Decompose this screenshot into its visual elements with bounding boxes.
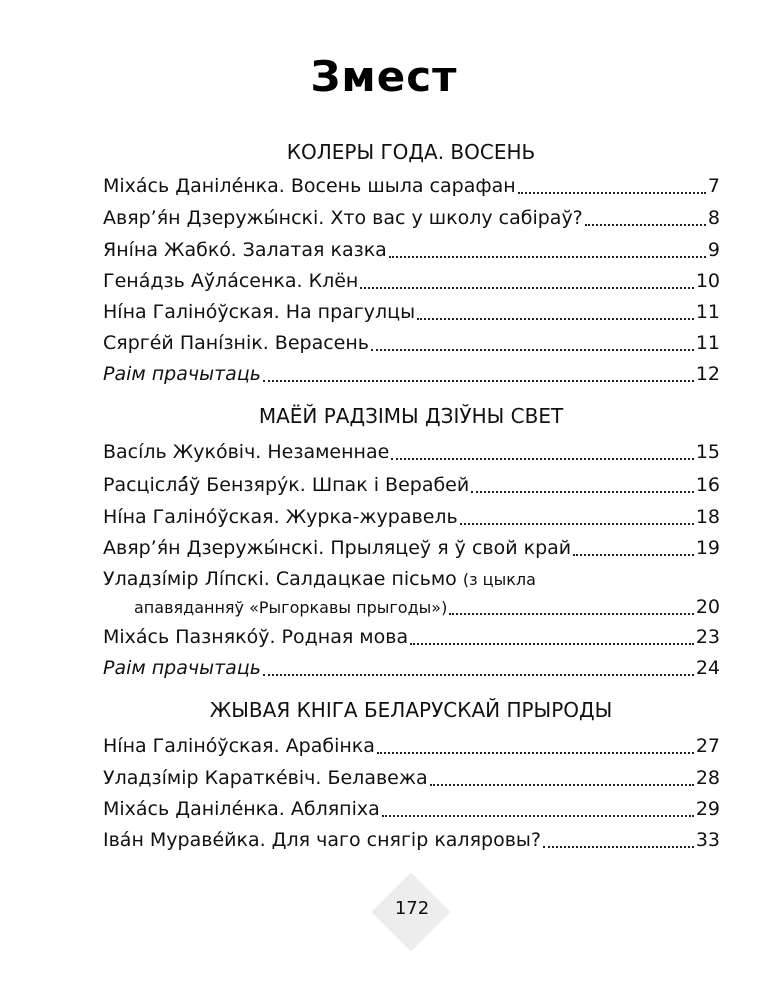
entry-page: 11	[695, 332, 720, 354]
dot-leader	[391, 458, 694, 460]
entry-title: Яні́на Жабкó. Залатая казка	[103, 239, 387, 261]
entry-title: Міха́сь Пазнякóў. Родная мова	[103, 626, 409, 648]
entry-page: 18	[695, 506, 720, 528]
section-heading: МАЁЙ РАДЗІМЫ ДЗІЎНЫ СВЕТ	[258, 404, 564, 428]
dot-leader	[263, 380, 694, 382]
toc-entry[interactable]	[103, 297, 720, 327]
entry-title-continued: апавяданняў «Рыгоркавы прыгоды»)	[134, 598, 448, 617]
toc-entry[interactable]	[103, 502, 720, 532]
toc-entry[interactable]	[103, 622, 720, 652]
entry-title: Уладзі́мір Караткéвіч. Белавежа	[103, 767, 428, 789]
entry-page: 10	[695, 270, 720, 292]
page-number: 172	[394, 898, 430, 919]
dot-leader	[389, 256, 706, 258]
entry-page: 8	[707, 207, 720, 229]
toc-entry[interactable]	[103, 564, 720, 594]
toc-entry[interactable]	[103, 653, 720, 683]
dot-leader	[518, 192, 706, 194]
toc-entry[interactable]	[103, 533, 720, 563]
dot-leader	[371, 349, 694, 351]
dot-leader	[377, 752, 694, 754]
entry-title: Авяр’я́н Дзеружы́нскі. Прыляцеў я ў свой край	[103, 537, 572, 559]
toc-entry[interactable]	[103, 825, 720, 855]
page-title: Змест	[310, 52, 458, 101]
toc-entry[interactable]	[103, 235, 720, 265]
entry-title: Ні́на Галінóўская. На прагулцы	[103, 301, 416, 323]
dot-leader	[471, 491, 694, 493]
entry-title: Васі́ль Жукóвіч. Незаменнае	[103, 441, 390, 463]
dot-leader	[263, 674, 694, 676]
entry-page: 11	[695, 301, 720, 323]
entry-page: 27	[695, 735, 720, 757]
section-heading: ЖЫВАЯ КНІГА БЕЛАРУСКАЙ ПРЫРОДЫ	[209, 698, 613, 722]
entry-page: 28	[695, 767, 720, 789]
entry-page: 7	[707, 175, 720, 197]
toc-entry[interactable]	[103, 470, 720, 500]
entry-title: Расціслá́ў Бензяру́к. Шпак і Верабей	[103, 474, 470, 496]
entry-page: 29	[695, 798, 720, 820]
toc-entry[interactable]	[103, 437, 720, 467]
entry-page: 12	[695, 363, 720, 385]
dot-leader	[585, 224, 706, 226]
entry-page: 23	[695, 626, 720, 648]
entry-title: Гена́дзь Аў́ла́сенка. Клён	[103, 270, 359, 292]
dot-leader	[449, 613, 694, 615]
section-heading: КОЛЕРЫ ГОДА. ВОСЕНЬ	[286, 140, 536, 164]
toc-entry[interactable]	[103, 266, 720, 296]
entry-title: Міха́сь Данілéнка. Восень шыла сарафан	[103, 175, 516, 197]
entry-title: Уладзі́мір Лі́пскі. Салдацкае пісьмо (з цыкла	[103, 568, 536, 590]
entry-title: Авяр’я́н Дзеружы́нскі. Хто вас у школу сабіраў?	[103, 207, 583, 229]
dot-leader	[360, 287, 693, 289]
toc-entry-continuation[interactable]	[134, 592, 720, 622]
entry-title: Сяргéй Пані́знік. Верасень	[103, 332, 369, 354]
entry-page: 9	[707, 239, 720, 261]
entry-page: 15	[695, 441, 720, 463]
toc-entry[interactable]	[103, 794, 720, 824]
dot-leader	[460, 523, 694, 525]
toc-entry[interactable]	[103, 171, 720, 201]
entry-page: 33	[695, 829, 720, 851]
toc-entry[interactable]	[103, 203, 720, 233]
toc-entry[interactable]	[103, 328, 720, 358]
toc-entry[interactable]	[103, 359, 720, 389]
dot-leader	[543, 846, 694, 848]
dot-leader	[410, 643, 694, 645]
entry-page: 24	[695, 657, 720, 679]
entry-title: Міха́сь Данілéнка. Абляпіха	[103, 798, 380, 820]
entry-title: Раім прачытаць	[103, 363, 261, 385]
toc-entry[interactable]	[103, 763, 720, 793]
entry-page: 20	[695, 596, 720, 618]
toc-entry[interactable]	[103, 731, 720, 761]
dot-leader	[382, 815, 694, 817]
entry-title: Іва́н Муравéйка. Для чаго снягір каляровы?	[103, 829, 541, 851]
entry-page: 16	[695, 474, 720, 496]
dot-leader	[417, 318, 694, 320]
dot-leader	[573, 554, 694, 556]
entry-page: 19	[695, 537, 720, 559]
entry-title: Раім прачытаць	[103, 657, 261, 679]
dot-leader	[430, 784, 694, 786]
entry-title: Ні́на Галінóўская. Журка-журавель	[103, 506, 458, 528]
entry-title: Ні́на Галінóўская. Арабінка	[103, 735, 375, 757]
